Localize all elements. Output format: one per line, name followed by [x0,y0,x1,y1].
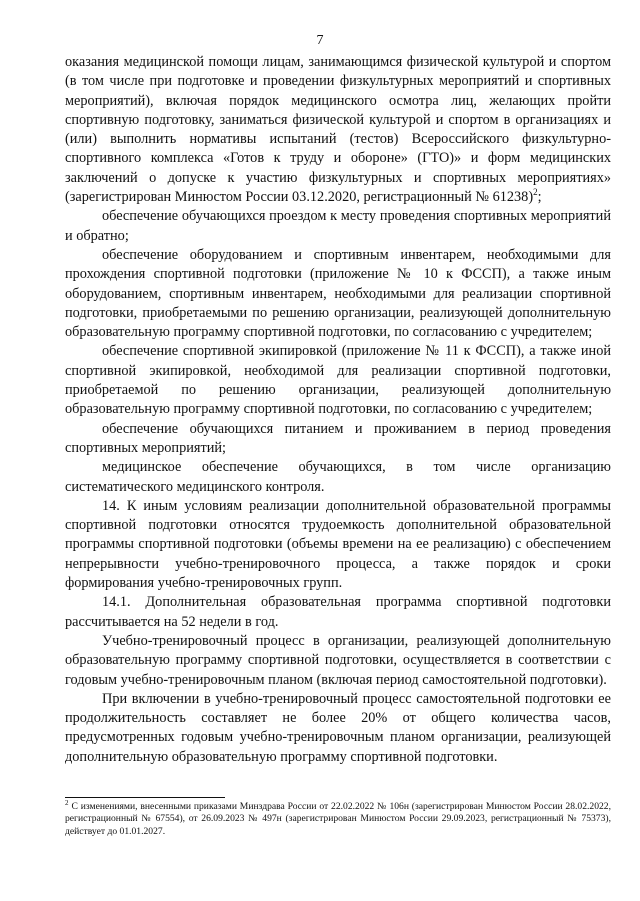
paragraph-2: обеспечение обучающихся проездом к месту проведения спортивных мероприятий и обратно; [65,208,611,244]
paragraph-text: оказания медицинской помощи лицам, занимающимся физической культурой и спортом (в том числе при подготовке и проведении физкультурных мероприятий и спортивных мероприятий), включая порядок медицинского осмотра лиц, желающих пройти спортивную подготовку, заниматься физической культурой и спортом в организациях и (или) выполнить нормативы испытаний (тестов) Всероссийского физкультурно-спортивного комплекса «Готов к труду и обороне» (ГТО)» и форм медицинских заключений о допуске к участию физкультурных и спортивных мероприятиях» (зарегистрирован Минюстом России 03.12.2020, регистрационный № 61238) [65,54,611,206]
footnote-text: С изменениями, внесенными приказами Минздрава России от 22.02.2022 № 106н (зарегистрирован Минюстом России 28.02.2022, регистрационный № 67554), от 26.09.2023 № 497н (зарегистрирован Минюстом России 29.09.2023, регистрационный № 75373), действует до 01.01.2027. [65,801,611,837]
footnote-divider [65,797,225,798]
footnote [65,798,611,838]
page-number: 7 [316,33,324,48]
paragraph-4: обеспечение спортивной экипировкой (приложение № 11 к ФССП), а также иной спортивной экипировкой, необходимой для реализации спортивной подготовки, приобретаемой по решению организации, реализующей дополнительную образовательную программу спортивной подготовки, по согласованию с учредителем; [65,343,611,418]
footnote-mark: 2 [65,798,69,807]
paragraph-3: обеспечение оборудованием и спортивным инвентарем, необходимыми для прохождения спортивной подготовки (приложение № 10 к ФССП), а также иным оборудованием, спортивным инвентарем, необходимыми для реализации спортивной подготовки, приобретаемыми по решению организации, реализующей дополнительную образовательную программу спортивной подготовки, по согласованию с учредителем; [65,246,611,341]
paragraph-7: 14. К иным условиям реализации дополнительной образовательной программы спортивной подготовки относятся трудоемкость дополнительной образовательной программы спортивной подготовки (объемы времени на ее реализацию) с обеспечением непрерывности учебно-тренировочного процесса, а также порядок и сроки формирования учебно-тренировочных групп. [65,497,611,592]
document-body [65,53,611,767]
paragraph-6: медицинское обеспечение обучающихся, в том числе организацию систематического медицинского контроля. [65,459,611,495]
paragraph-8: 14.1. Дополнительная образовательная программа спортивной подготовки рассчитывается на 52 недели в год. [65,594,611,630]
paragraph-9: Учебно-тренировочный процесс в организации, реализующей дополнительную образовательную программу спортивной подготовки, осуществляется в соответствии с годовым учебно-тренировочным планом (включая период самостоятельной подготовки). [65,632,611,688]
paragraph-1 [65,53,611,207]
paragraph-5: обеспечение обучающихся питанием и проживанием в период проведения спортивных мероприятий; [65,420,611,456]
paragraph-tail: ; [537,189,542,206]
paragraph-10: При включении в учебно-тренировочный процесс самостоятельной подготовки ее продолжительность составляет не более 20% от общего количества часов, предусмотренных годовым учебно-тренировочным планом организации, реализующей дополнительную образовательную программу спортивной подготовки. [65,690,611,765]
footnote-reference: 2 [533,187,538,198]
